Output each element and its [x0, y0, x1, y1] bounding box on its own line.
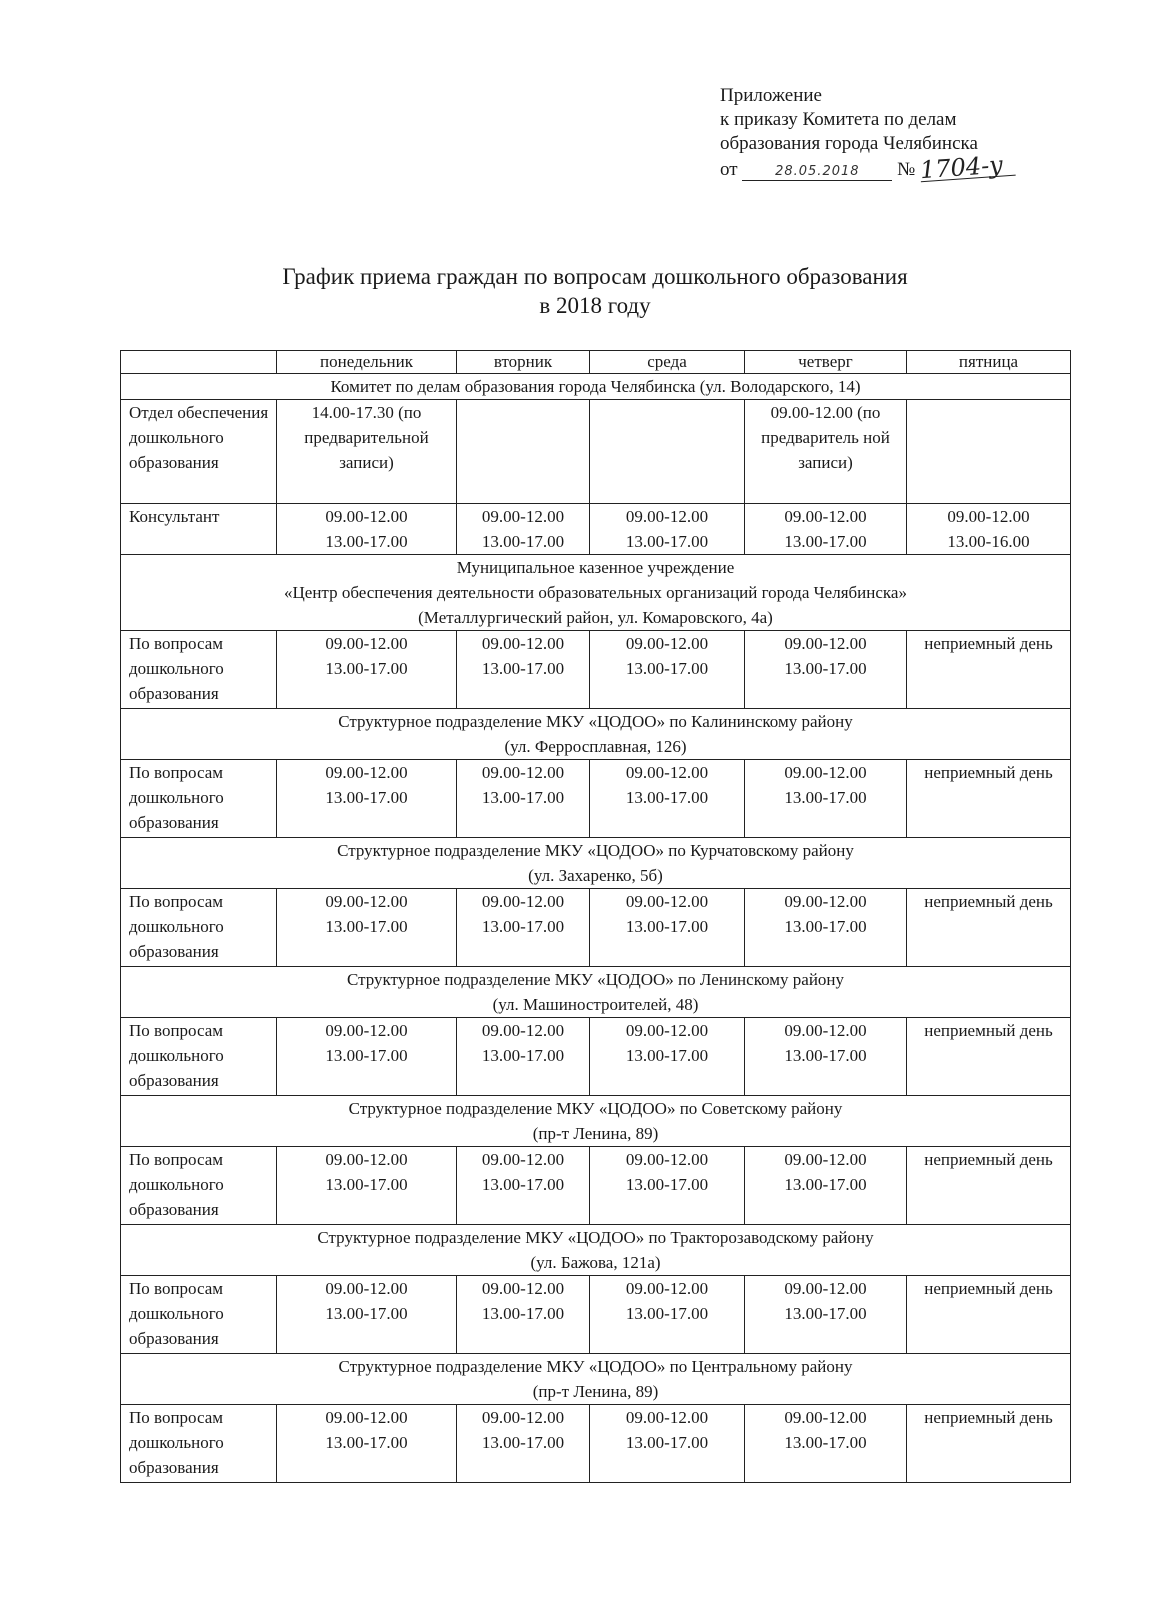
time-afternoon: 13.00-17.00 [784, 1304, 867, 1323]
row-dept-label: Отдел обеспечения дошкольного образования [121, 400, 277, 504]
time-afternoon: 13.00-17.00 [325, 1433, 408, 1452]
row-district-0 [121, 760, 1071, 838]
time-morning: 09.00-12.00 [625, 1150, 709, 1169]
time-morning: 09.00-12.00 [481, 1021, 565, 1040]
row-dept-thu: 09.00-12.00 (по предваритель ной записи) [745, 400, 907, 504]
appendix-date-line [720, 150, 1015, 185]
time-cell [457, 1276, 590, 1354]
row-label: По вопросам дошкольного образования [121, 889, 277, 967]
non-reception-day: неприемный день [907, 1147, 1071, 1225]
time-morning: 09.00-12.00 [481, 1279, 565, 1298]
row-dept-fri [907, 400, 1071, 504]
time-afternoon: 13.00-17.00 [625, 1046, 709, 1065]
time-morning: 09.00-12.00 [784, 763, 867, 782]
section-district [121, 838, 1071, 889]
row-label: По вопросам дошкольного образования [121, 760, 277, 838]
date-prefix: от [720, 159, 738, 180]
time-cell [457, 760, 590, 838]
time-cell [277, 760, 457, 838]
time-morning: 09.00-12.00 [325, 1408, 408, 1427]
time-afternoon: 13.00-17.00 [784, 788, 867, 807]
header-day-tue: вторник [457, 351, 590, 374]
section-center-line-3: (Металлургический район, ул. Комаровского, 4а) [418, 608, 773, 627]
district-name: Структурное подразделение МКУ «ЦОДОО» по Курчатовскому району [337, 841, 854, 860]
time-afternoon: 13.00-17.00 [481, 788, 565, 807]
time-cell [590, 631, 745, 709]
section-row-district [121, 1096, 1071, 1147]
row-district-4 [121, 1276, 1071, 1354]
time-afternoon: 13.00-17.00 [325, 1304, 408, 1323]
time-afternoon: 13.00-17.00 [325, 788, 408, 807]
time-morning: 09.00-12.00 [325, 1021, 408, 1040]
time-morning: 09.00-12.00 [784, 634, 867, 653]
time-cell [745, 760, 907, 838]
time-afternoon: 13.00-17.00 [625, 659, 709, 678]
time-morning: 09.00-12.00 [625, 1021, 709, 1040]
appendix-block [720, 84, 1015, 185]
title-line-2: в 2018 году [539, 293, 651, 318]
handwritten-date: 28.05.2018 [742, 164, 892, 181]
time-cell: 13.00-17.00 [325, 532, 408, 551]
time-afternoon: 13.00-17.00 [625, 917, 709, 936]
time-cell: 13.00-17.00 [784, 532, 867, 551]
row-district-5 [121, 1405, 1071, 1483]
time-cell: 13.00-16.00 [947, 532, 1030, 551]
time-cell [590, 760, 745, 838]
section-committee: Комитет по делам образования города Челябинска (ул. Володарского, 14) [121, 374, 1071, 400]
time-afternoon: 13.00-17.00 [325, 1175, 408, 1194]
time-morning: 09.00-12.00 [325, 634, 408, 653]
time-afternoon: 13.00-17.00 [481, 659, 565, 678]
appendix-line-2: к приказу Комитета по делам [720, 109, 957, 130]
time-afternoon: 13.00-17.00 [325, 659, 408, 678]
time-afternoon: 13.00-17.00 [784, 917, 867, 936]
time-cell [590, 1018, 745, 1096]
time-afternoon: 13.00-17.00 [784, 659, 867, 678]
time-afternoon: 13.00-17.00 [625, 1433, 709, 1452]
time-cell [277, 889, 457, 967]
title-line-1: График приема граждан по вопросам дошкольного образования [282, 264, 908, 289]
time-morning: 09.00-12.00 [625, 892, 709, 911]
time-morning: 09.00-12.00 [625, 1408, 709, 1427]
time-cell [457, 889, 590, 967]
time-morning: 09.00-12.00 [784, 1021, 867, 1040]
row-consultant-thu [745, 504, 907, 555]
district-name: Структурное подразделение МКУ «ЦОДОО» по Советскому району [348, 1099, 843, 1118]
row-label: По вопросам дошкольного образования [121, 631, 277, 709]
time-morning: 09.00-12.00 [625, 634, 709, 653]
time-morning: 09.00-12.00 [325, 1150, 408, 1169]
header-day-thu: четверг [745, 351, 907, 374]
time-cell [277, 1276, 457, 1354]
time-afternoon: 13.00-17.00 [481, 917, 565, 936]
time-morning: 09.00-12.00 [625, 763, 709, 782]
time-afternoon: 13.00-17.00 [481, 1175, 565, 1194]
row-dept-mon: 14.00-17.30 (по предварительной записи) [277, 400, 457, 504]
section-row-committee [121, 374, 1071, 400]
appendix-line-1: Приложение [720, 85, 822, 106]
time-cell: 13.00-17.00 [625, 532, 709, 551]
row-label: По вопросам дошкольного образования [121, 1018, 277, 1096]
time-cell [457, 631, 590, 709]
non-reception-day: неприемный день [907, 1405, 1071, 1483]
header-day-mon: понедельник [277, 351, 457, 374]
time-cell [590, 1147, 745, 1225]
time-afternoon: 13.00-17.00 [325, 1046, 408, 1065]
time-cell: 13.00-17.00 [481, 532, 565, 551]
header-cell-empty [121, 351, 277, 374]
row-center [121, 631, 1071, 709]
time-morning: 09.00-12.00 [625, 1279, 709, 1298]
time-afternoon: 13.00-17.00 [481, 1304, 565, 1323]
time-morning: 09.00-12.00 [481, 1408, 565, 1427]
time-cell: 09.00-12.00 [947, 507, 1030, 526]
time-morning: 09.00-12.00 [325, 892, 408, 911]
section-row-center [121, 555, 1071, 631]
row-dept-wed [590, 400, 745, 504]
time-afternoon: 13.00-17.00 [625, 1175, 709, 1194]
time-cell [745, 1276, 907, 1354]
time-cell: 09.00-12.00 [784, 507, 867, 526]
time-cell: 09.00-12.00 [325, 507, 408, 526]
section-row-district [121, 709, 1071, 760]
time-afternoon: 13.00-17.00 [625, 788, 709, 807]
time-cell [457, 1018, 590, 1096]
section-row-district [121, 1225, 1071, 1276]
time-afternoon: 13.00-17.00 [784, 1433, 867, 1452]
district-address: (пр-т Ленина, 89) [532, 1124, 659, 1143]
district-address: (ул. Бажова, 121а) [530, 1253, 661, 1272]
time-afternoon: 13.00-17.00 [784, 1175, 867, 1194]
time-cell [745, 1405, 907, 1483]
row-district-2 [121, 1018, 1071, 1096]
non-reception-day: неприемный день [907, 631, 1071, 709]
time-morning: 09.00-12.00 [481, 1150, 565, 1169]
district-name: Структурное подразделение МКУ «ЦОДОО» по Тракторозаводскому району [317, 1228, 874, 1247]
row-consultant-mon [277, 504, 457, 555]
appendix-line-3: образования города Челябинска [720, 133, 978, 154]
time-cell: 09.00-12.00 [481, 507, 565, 526]
time-cell [277, 1147, 457, 1225]
time-morning: 09.00-12.00 [325, 763, 408, 782]
row-label: По вопросам дошкольного образования [121, 1405, 277, 1483]
time-afternoon: 13.00-17.00 [325, 917, 408, 936]
non-reception-day: неприемный день [907, 889, 1071, 967]
time-morning: 09.00-12.00 [784, 892, 867, 911]
time-cell [457, 1405, 590, 1483]
row-label: По вопросам дошкольного образования [121, 1276, 277, 1354]
row-consultant-wed [590, 504, 745, 555]
non-reception-day: неприемный день [907, 1276, 1071, 1354]
row-district-1 [121, 889, 1071, 967]
time-morning: 09.00-12.00 [481, 763, 565, 782]
section-center [121, 555, 1071, 631]
time-cell [590, 1405, 745, 1483]
time-cell [745, 1018, 907, 1096]
header-day-fri: пятница [907, 351, 1071, 374]
district-name: Структурное подразделение МКУ «ЦОДОО» по Калининскому району [338, 712, 853, 731]
district-address: (пр-т Ленина, 89) [532, 1382, 659, 1401]
header-row [121, 351, 1071, 374]
row-dept-tue [457, 400, 590, 504]
district-address: (ул. Машиностроителей, 48) [492, 995, 699, 1014]
schedule-table [120, 350, 1071, 1483]
section-center-line-2: «Центр обеспечения деятельности образовательных организаций города Челябинска» [284, 583, 907, 602]
time-morning: 09.00-12.00 [784, 1150, 867, 1169]
row-consultant-fri [907, 504, 1071, 555]
header-day-wed: среда [590, 351, 745, 374]
time-afternoon: 13.00-17.00 [784, 1046, 867, 1065]
section-row-district [121, 838, 1071, 889]
time-morning: 09.00-12.00 [325, 1279, 408, 1298]
time-afternoon: 13.00-17.00 [625, 1304, 709, 1323]
time-cell: 09.00-12.00 [625, 507, 709, 526]
time-cell [745, 631, 907, 709]
time-cell [590, 1276, 745, 1354]
time-cell [590, 889, 745, 967]
row-dept [121, 400, 1071, 504]
time-morning: 09.00-12.00 [481, 892, 565, 911]
time-cell [277, 1018, 457, 1096]
section-center-line-1: Муниципальное казенное учреждение [456, 558, 735, 577]
section-district [121, 1354, 1071, 1405]
row-district-3 [121, 1147, 1071, 1225]
page-title [120, 262, 1070, 320]
non-reception-day: неприемный день [907, 760, 1071, 838]
district-address: (ул. Ферросплавная, 126) [504, 737, 687, 756]
section-district [121, 967, 1071, 1018]
time-cell [745, 1147, 907, 1225]
section-district [121, 709, 1071, 760]
row-consultant-tue [457, 504, 590, 555]
district-name: Структурное подразделение МКУ «ЦОДОО» по Центральному району [338, 1357, 853, 1376]
time-cell [277, 631, 457, 709]
section-row-district [121, 1354, 1071, 1405]
section-district [121, 1096, 1071, 1147]
time-afternoon: 13.00-17.00 [481, 1046, 565, 1065]
row-consultant [121, 504, 1071, 555]
number-prefix: № [897, 159, 916, 180]
non-reception-day: неприемный день [907, 1018, 1071, 1096]
time-cell [745, 889, 907, 967]
time-cell [277, 1405, 457, 1483]
time-afternoon: 13.00-17.00 [481, 1433, 565, 1452]
handwritten-number: 1704-у [919, 153, 1015, 183]
section-row-district [121, 967, 1071, 1018]
time-cell [457, 1147, 590, 1225]
time-morning: 09.00-12.00 [784, 1279, 867, 1298]
time-morning: 09.00-12.00 [481, 634, 565, 653]
row-consultant-label: Консультант [121, 504, 277, 555]
district-address: (ул. Захаренко, 5б) [528, 866, 663, 885]
section-district [121, 1225, 1071, 1276]
district-name: Структурное подразделение МКУ «ЦОДОО» по Ленинскому району [346, 970, 845, 989]
time-morning: 09.00-12.00 [784, 1408, 867, 1427]
row-label: По вопросам дошкольного образования [121, 1147, 277, 1225]
